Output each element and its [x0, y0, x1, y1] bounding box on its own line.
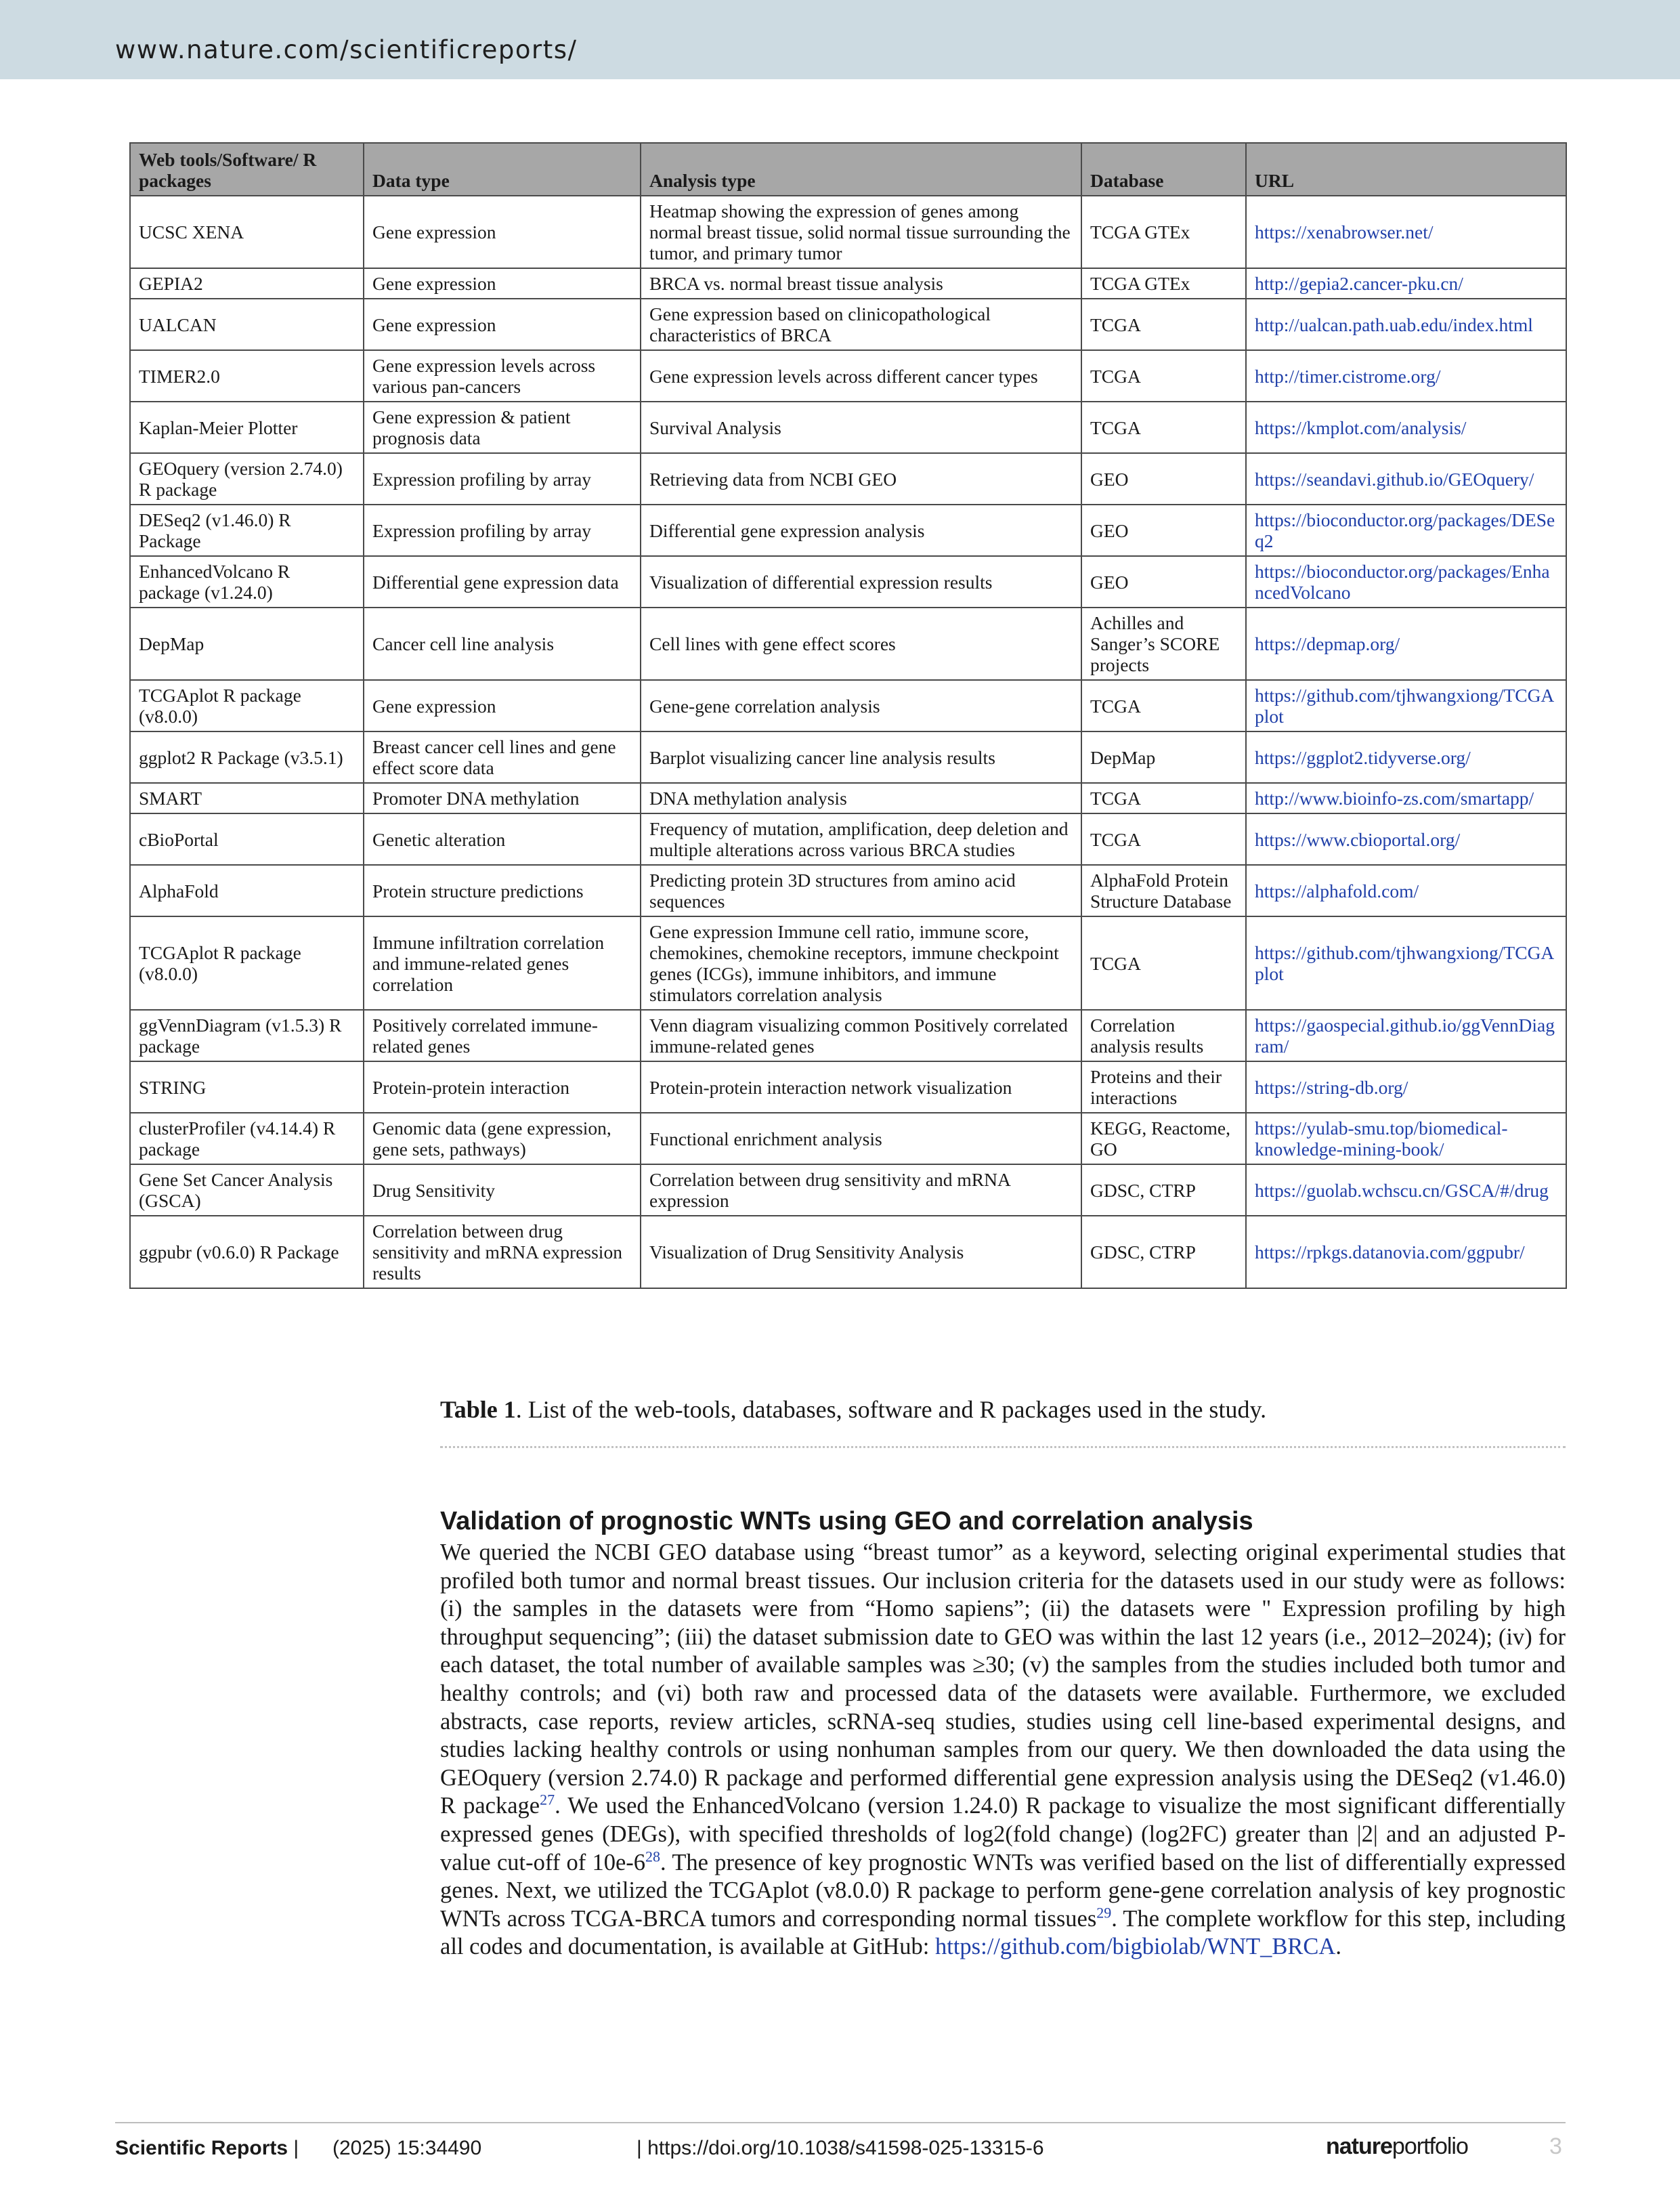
cell-database: TCGA	[1081, 916, 1246, 1010]
table-row	[130, 916, 1566, 1010]
cell-analysis-type: Heatmap showing the expression of genes among normal breast tissue, solid normal tissue surrounding the tumor, and primary tumor	[641, 196, 1081, 268]
cell-url	[1246, 453, 1566, 505]
cell-database: Correlation analysis results	[1081, 1010, 1246, 1061]
cell-data-type: Immune infiltration correlation and immune-related genes correlation	[364, 916, 641, 1010]
table-row	[130, 453, 1566, 505]
url-link[interactable]: https://xenabrowser.net/	[1255, 221, 1434, 242]
table-row	[130, 268, 1566, 299]
table-row	[130, 402, 1566, 453]
table-row	[130, 1010, 1566, 1061]
url-link[interactable]: https://yulab-smu.top/biomedical-knowledge-mining-book/	[1255, 1118, 1508, 1160]
footer-volume: (2025) 15:34490	[332, 2137, 482, 2159]
cell-data-type: Genetic alteration	[364, 813, 641, 865]
cell-analysis-type: Predicting protein 3D structures from amino acid sequences	[641, 865, 1081, 916]
cell-database: GEO	[1081, 556, 1246, 608]
section-heading: Validation of prognostic WNTs using GEO and correlation analysis	[440, 1507, 1253, 1535]
cell-analysis-type: Gene-gene correlation analysis	[641, 680, 1081, 731]
cell-url	[1246, 1113, 1566, 1164]
url-link[interactable]: http://timer.cistrome.org/	[1255, 365, 1441, 387]
section-paragraph	[440, 1539, 1566, 1961]
cell-tool: ggplot2 R Package (v3.5.1)	[130, 731, 364, 783]
cell-tool: AlphaFold	[130, 865, 364, 916]
cell-url	[1246, 402, 1566, 453]
table-row	[130, 1061, 1566, 1113]
cell-analysis-type: Gene expression Immune cell ratio, immune score, chemokines, chemokine receptors, immune checkpoint genes (ICGs), immune inhibitors, and immune stimulators correlation analysis	[641, 916, 1081, 1010]
table-row	[130, 556, 1566, 608]
table-row	[130, 505, 1566, 556]
cell-url	[1246, 916, 1566, 1010]
cell-database: GEO	[1081, 453, 1246, 505]
table-row	[130, 731, 1566, 783]
cell-tool: ggVennDiagram (v1.5.3) R package	[130, 1010, 364, 1061]
url-link[interactable]: https://rpkgs.datanovia.com/ggpubr/	[1255, 1241, 1525, 1262]
url-link[interactable]: https://kmplot.com/analysis/	[1255, 417, 1467, 438]
cell-analysis-type: Retrieving data from NCBI GEO	[641, 453, 1081, 505]
cell-tool: TIMER2.0	[130, 350, 364, 402]
cell-tool: GEOquery (version 2.74.0) R package	[130, 453, 364, 505]
cell-data-type: Gene expression & patient prognosis data	[364, 402, 641, 453]
url-link[interactable]: http://ualcan.path.uab.edu/index.html	[1255, 314, 1533, 335]
url-link[interactable]: https://string-db.org/	[1255, 1076, 1408, 1098]
cell-data-type: Gene expression	[364, 680, 641, 731]
nature-portfolio-logo	[1326, 2133, 1468, 2160]
col-header-url: URL	[1246, 143, 1566, 196]
footer-divider	[115, 2122, 1566, 2123]
cell-database: AlphaFold Protein Structure Database	[1081, 865, 1246, 916]
url-link[interactable]: https://github.com/tjhwangxiong/TCGAplot	[1255, 942, 1555, 984]
caption-divider	[440, 1446, 1566, 1448]
cell-data-type: Positively correlated immune-related genes	[364, 1010, 641, 1061]
cell-tool: TCGAplot R package (v8.0.0)	[130, 916, 364, 1010]
cell-analysis-type: Venn diagram visualizing common Positively correlated immune-related genes	[641, 1010, 1081, 1061]
cell-url	[1246, 1216, 1566, 1288]
logo-bold: nature	[1326, 2133, 1392, 2159]
cell-url	[1246, 299, 1566, 350]
site-header-bar	[0, 0, 1680, 79]
cell-url	[1246, 1061, 1566, 1113]
para-text-3: . The presence of key prognostic WNTs was verified based on the list of differentially expressed genes. Next, we utilized the TCGAplot (v8.0.0) R package to perform gene-gene correlation analysis of key prognostic WNTs across TCGA-BRCA tumors and corresponding normal tissues	[440, 1849, 1566, 1932]
cell-data-type: Differential gene expression data	[364, 556, 641, 608]
cell-analysis-type: Differential gene expression analysis	[641, 505, 1081, 556]
cell-url	[1246, 783, 1566, 813]
cell-tool: STRING	[130, 1061, 364, 1113]
footer-doi[interactable]: | https://doi.org/10.1038/s41598-025-13315-6	[637, 2137, 1044, 2159]
table-row	[130, 608, 1566, 680]
cell-database: TCGA GTEx	[1081, 196, 1246, 268]
cell-analysis-type: DNA methylation analysis	[641, 783, 1081, 813]
url-link[interactable]: https://depmap.org/	[1255, 633, 1400, 654]
url-link[interactable]: https://gaospecial.github.io/ggVennDiagram/	[1255, 1015, 1555, 1057]
cell-url	[1246, 196, 1566, 268]
cell-url	[1246, 556, 1566, 608]
col-header-analysis-type: Analysis type	[641, 143, 1081, 196]
table-row	[130, 865, 1566, 916]
cell-analysis-type: Correlation between drug sensitivity and mRNA expression	[641, 1164, 1081, 1216]
url-link[interactable]: https://bioconductor.org/packages/DESeq2	[1255, 509, 1555, 551]
cell-tool: DepMap	[130, 608, 364, 680]
page-number: 3	[1549, 2133, 1562, 2159]
site-url[interactable]: www.nature.com/scientificreports/	[115, 35, 578, 64]
cell-url	[1246, 680, 1566, 731]
table-row	[130, 299, 1566, 350]
cell-tool: DESeq2 (v1.46.0) R Package	[130, 505, 364, 556]
table-row	[130, 783, 1566, 813]
footer-separator: |	[288, 2137, 299, 2159]
url-link[interactable]: https://alphafold.com/	[1255, 880, 1419, 901]
journal-name: Scientific Reports	[115, 2137, 288, 2159]
cell-database: DepMap	[1081, 731, 1246, 783]
cell-data-type: Protein structure predictions	[364, 865, 641, 916]
cell-database: TCGA GTEx	[1081, 268, 1246, 299]
col-header-tool: Web tools/Software/ R packages	[130, 143, 364, 196]
cell-data-type: Genomic data (gene expression, gene sets, pathways)	[364, 1113, 641, 1164]
url-link[interactable]: https://github.com/tjhwangxiong/TCGAplot	[1255, 685, 1555, 727]
cell-database: TCGA	[1081, 402, 1246, 453]
cell-tool: clusterProfiler (v4.14.4) R package	[130, 1113, 364, 1164]
col-header-data-type: Data type	[364, 143, 641, 196]
cell-database: GDSC, CTRP	[1081, 1216, 1246, 1288]
cell-url	[1246, 813, 1566, 865]
cell-data-type: Drug Sensitivity	[364, 1164, 641, 1216]
table-caption	[440, 1395, 1566, 1424]
cell-tool: ggpubr (v0.6.0) R Package	[130, 1216, 364, 1288]
cell-tool: EnhancedVolcano R package (v1.24.0)	[130, 556, 364, 608]
cell-url	[1246, 1164, 1566, 1216]
citation-28[interactable]: 28	[645, 1848, 661, 1865]
table-row	[130, 680, 1566, 731]
cell-data-type: Gene expression	[364, 268, 641, 299]
github-link[interactable]: https://github.com/bigbiolab/WNT_BRCA	[935, 1934, 1336, 1960]
url-link[interactable]: https://guolab.wchscu.cn/GSCA/#/drug	[1255, 1179, 1549, 1201]
url-link[interactable]: https://ggplot2.tidyverse.org/	[1255, 746, 1471, 768]
cell-analysis-type: Gene expression levels across different cancer types	[641, 350, 1081, 402]
cell-database: Proteins and their interactions	[1081, 1061, 1246, 1113]
cell-data-type: Gene expression levels across various pan-cancers	[364, 350, 641, 402]
para-text-1: We queried the NCBI GEO database using “breast tumor” as a keyword, selecting original experimental studies that profiled both tumor and normal breast tissues. Our inclusion criteria for the datasets used in our study were as follows: (i) the samples in the datasets were from “Homo sapiens”; (ii) the datasets were " Expression profiling by high throughput sequencing”; (iii) the dataset submission date to GEO was within the last 12 years (i.e., 2012–2024); (iv) for each dataset, the total number of available samples was ≥30; (v) the samples from the studies included both tumor and healthy controls; and (vi) both raw and processed data of the datasets were available. Furthermore, we excluded abstracts, case reports, review articles, scRNA-seq studies, studies using cell line-based experimental designs, and studies lacking healthy controls or using nonhuman samples from our query. We then downloaded the data using the GEOquery (version 2.74.0) R package and performed differential gene expression analysis using the DESeq2 (v1.46.0) R package	[440, 1540, 1566, 1819]
cell-data-type: Expression profiling by array	[364, 453, 641, 505]
cell-data-type: Cancer cell line analysis	[364, 608, 641, 680]
cell-data-type: Expression profiling by array	[364, 505, 641, 556]
cell-analysis-type: Barplot visualizing cancer line analysis results	[641, 731, 1081, 783]
citation-27[interactable]: 27	[540, 1791, 555, 1808]
table-row	[130, 813, 1566, 865]
para-text-2: . We used the EnhancedVolcano (version 1.24.0) R package to visualize the most significant differentially expressed genes (DEGs), with specified thresholds of log2(fold change) (log2FC) greater than |2| and an adjusted P-value cut-off of 10e-6	[440, 1793, 1566, 1875]
para-text-4: . The complete workflow for this step, including all codes and documentation, is available at GitHub:	[440, 1905, 1566, 1960]
cell-database: GDSC, CTRP	[1081, 1164, 1246, 1216]
caption-label: Table 1	[440, 1396, 516, 1423]
table-header-row	[130, 143, 1566, 196]
footer-journal	[115, 2137, 299, 2160]
cell-url	[1246, 865, 1566, 916]
cell-url	[1246, 1010, 1566, 1061]
cell-analysis-type: Frequency of mutation, amplification, deep deletion and multiple alterations across various BRCA studies	[641, 813, 1081, 865]
cell-database: TCGA	[1081, 299, 1246, 350]
url-link[interactable]: http://www.bioinfo-zs.com/smartapp/	[1255, 788, 1534, 809]
caption-text: . List of the web-tools, databases, software and R packages used in the study.	[515, 1396, 1267, 1423]
cell-tool: UALCAN	[130, 299, 364, 350]
cell-tool: GEPIA2	[130, 268, 364, 299]
cell-url	[1246, 505, 1566, 556]
cell-database: TCGA	[1081, 783, 1246, 813]
table-row	[130, 1164, 1566, 1216]
cell-url	[1246, 268, 1566, 299]
cell-url	[1246, 608, 1566, 680]
url-link[interactable]: https://www.cbioportal.org/	[1255, 828, 1461, 850]
cell-data-type: Breast cancer cell lines and gene effect score data	[364, 731, 641, 783]
cell-database: KEGG, Reactome, GO	[1081, 1113, 1246, 1164]
cell-database: TCGA	[1081, 350, 1246, 402]
cell-tool: SMART	[130, 783, 364, 813]
cell-analysis-type: Cell lines with gene effect scores	[641, 608, 1081, 680]
citation-29[interactable]: 29	[1096, 1904, 1112, 1922]
cell-analysis-type: Visualization of differential expression results	[641, 556, 1081, 608]
table-row	[130, 350, 1566, 402]
cell-database: GEO	[1081, 505, 1246, 556]
cell-data-type: Promoter DNA methylation	[364, 783, 641, 813]
table-row	[130, 196, 1566, 268]
cell-analysis-type: Visualization of Drug Sensitivity Analysis	[641, 1216, 1081, 1288]
cell-url	[1246, 350, 1566, 402]
cell-tool: TCGAplot R package (v8.0.0)	[130, 680, 364, 731]
cell-analysis-type: Survival Analysis	[641, 402, 1081, 453]
url-link[interactable]: https://bioconductor.org/packages/EnhancedVolcano	[1255, 561, 1550, 603]
cell-tool: Kaplan-Meier Plotter	[130, 402, 364, 453]
table-body	[130, 196, 1566, 1288]
table-row	[130, 1216, 1566, 1288]
cell-database: TCGA	[1081, 680, 1246, 731]
url-link[interactable]: https://seandavi.github.io/GEOquery/	[1255, 468, 1534, 490]
cell-tool: cBioPortal	[130, 813, 364, 865]
cell-tool: UCSC XENA	[130, 196, 364, 268]
cell-url	[1246, 731, 1566, 783]
cell-tool: Gene Set Cancer Analysis (GSCA)	[130, 1164, 364, 1216]
col-header-database: Database	[1081, 143, 1246, 196]
para-text-5: .	[1335, 1934, 1341, 1960]
cell-analysis-type: BRCA vs. normal breast tissue analysis	[641, 268, 1081, 299]
cell-data-type: Protein-protein interaction	[364, 1061, 641, 1113]
cell-analysis-type: Gene expression based on clinicopathological characteristics of BRCA	[641, 299, 1081, 350]
cell-analysis-type: Functional enrichment analysis	[641, 1113, 1081, 1164]
logo-rest: portfolio	[1392, 2133, 1468, 2159]
url-link[interactable]: http://gepia2.cancer-pku.cn/	[1255, 273, 1463, 294]
table-row	[130, 1113, 1566, 1164]
cell-database: TCGA	[1081, 813, 1246, 865]
cell-data-type: Correlation between drug sensitivity and mRNA expression results	[364, 1216, 641, 1288]
tools-table	[129, 142, 1567, 1289]
cell-analysis-type: Protein-protein interaction network visualization	[641, 1061, 1081, 1113]
cell-data-type: Gene expression	[364, 196, 641, 268]
cell-data-type: Gene expression	[364, 299, 641, 350]
cell-database: Achilles and Sanger’s SCORE projects	[1081, 608, 1246, 680]
